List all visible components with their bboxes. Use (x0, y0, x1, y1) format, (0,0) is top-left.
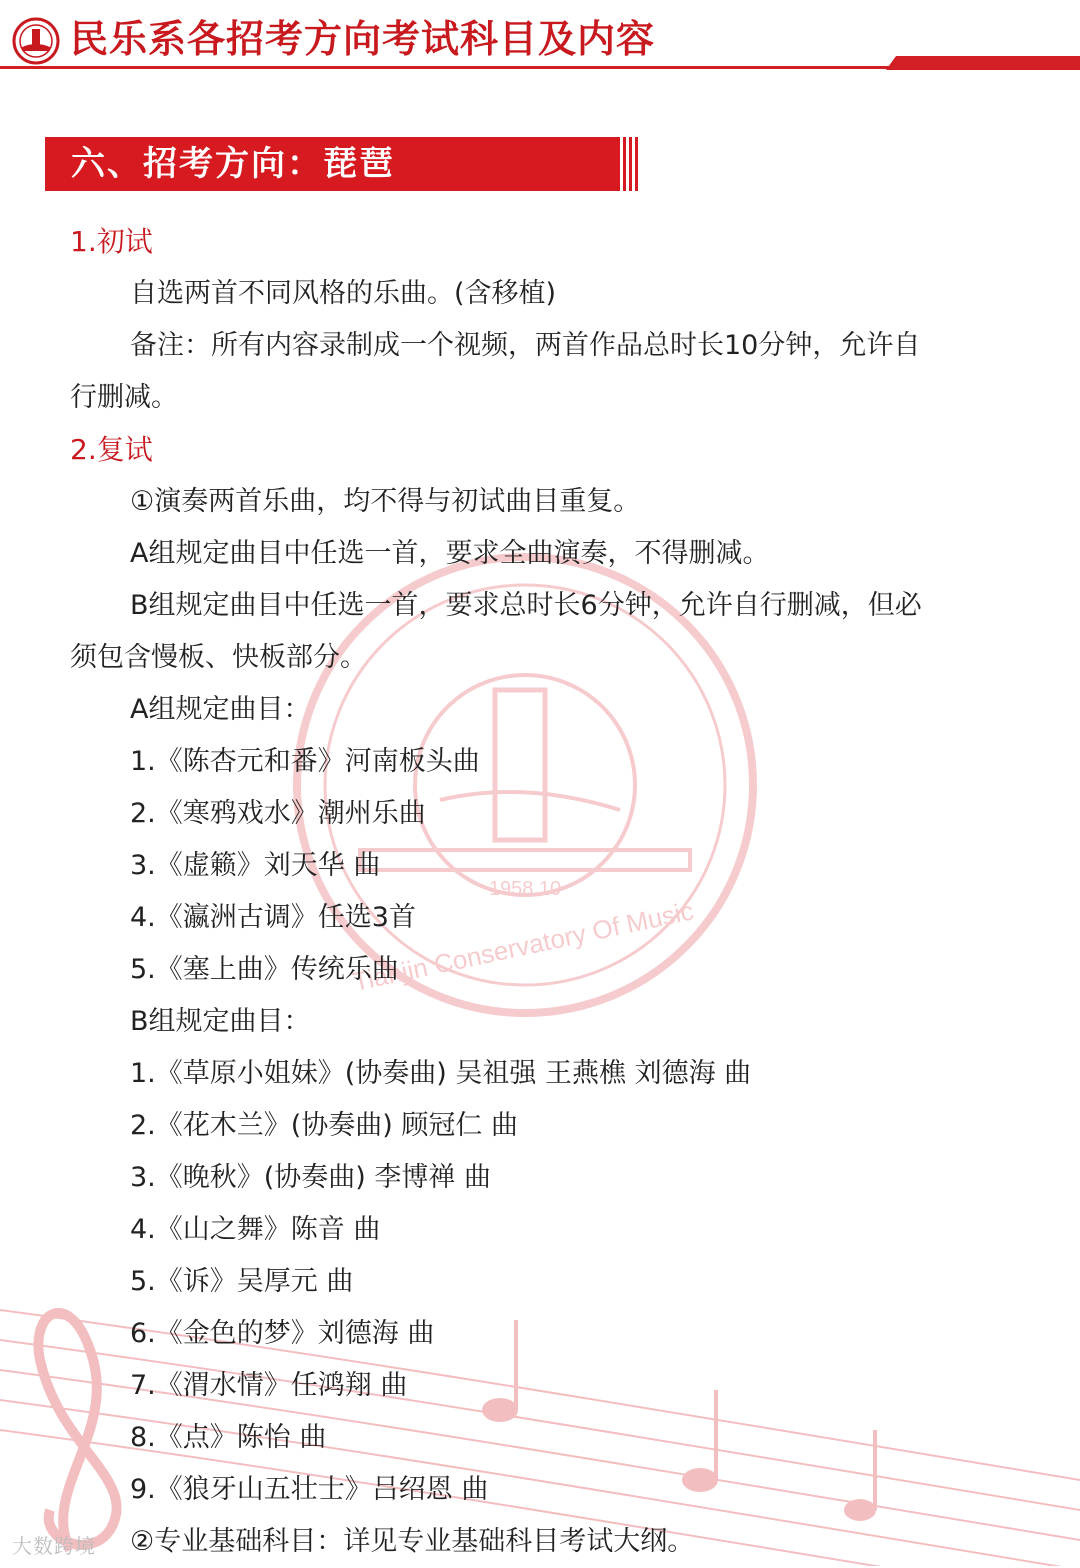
list-item: 8.《点》陈怡 曲 (130, 1422, 327, 1453)
list-item: 1.《陈杏元和番》河南板头曲 (130, 746, 480, 777)
group-b-requirement: B组规定曲目中任选一首，要求总时长6分钟，允许自行删减，但必 (130, 590, 922, 621)
list-item: 4.《山之舞》陈音 曲 (130, 1214, 381, 1245)
group-b-title: B组规定曲目： (130, 1006, 311, 1037)
preliminary-note: 备注：所有内容录制成一个视频，两首作品总时长10分钟，允许自 (130, 330, 921, 361)
preliminary-note-continued: 行删减。 (70, 382, 178, 413)
list-item: 5.《诉》吴厚元 曲 (130, 1266, 354, 1297)
page-title: 民乐系各招考方向考试科目及内容 (70, 16, 656, 61)
list-item: 6.《金色的梦》刘德海 曲 (130, 1318, 435, 1349)
retest-heading: 2.复试 (70, 433, 153, 466)
group-a-requirement: A组规定曲目中任选一首，要求全曲演奏，不得删减。 (130, 538, 770, 569)
section-title: 六、招考方向：琵琶 (71, 144, 395, 184)
banner-stripes (620, 137, 642, 191)
header-divider (0, 66, 1080, 69)
list-item: 1.《草原小姐妹》(协奏曲) 吴祖强 王燕樵 刘德海 曲 (130, 1058, 752, 1089)
exam-content (70, 216, 1015, 1568)
preliminary-requirement: 自选两首不同风格的乐曲。(含移植) (130, 278, 557, 309)
list-item: 2.《寒鸦戏水》潮州乐曲 (130, 798, 426, 829)
retest-item-1: ①演奏两首乐曲，均不得与初试曲目重复。 (130, 486, 641, 517)
retest-item-2: ②专业基础科目：详见专业基础科目考试大纲。 (130, 1526, 695, 1557)
list-item: 3.《虚籁》刘天华 曲 (130, 850, 381, 881)
seal-english: Tianjin Conservatory Of Music (350, 895, 697, 997)
list-item: 9.《狼牙山五壮士》吕绍恩 曲 (130, 1474, 489, 1505)
conservatory-logo-icon (12, 17, 60, 65)
group-a-title: A组规定曲目： (130, 694, 311, 725)
group-b-requirement-continued: 须包含慢板、快板部分。 (70, 642, 367, 673)
preliminary-heading: 1.初试 (70, 225, 153, 258)
source-watermark: 大数跨境 (12, 1534, 96, 1558)
list-item: 3.《晚秋》(协奏曲) 李博禅 曲 (130, 1162, 491, 1193)
page-header (0, 0, 1080, 78)
list-item: 5.《塞上曲》传统乐曲 (130, 954, 399, 985)
list-item: 2.《花木兰》(协奏曲) 顾冠仁 曲 (130, 1110, 518, 1141)
section-banner (45, 137, 642, 191)
list-item: 4.《瀛洲古调》任选3首 (130, 902, 416, 933)
list-item: 7.《渭水情》任鸿翔 曲 (130, 1370, 408, 1401)
seal-year: 1958.10 (488, 878, 562, 900)
